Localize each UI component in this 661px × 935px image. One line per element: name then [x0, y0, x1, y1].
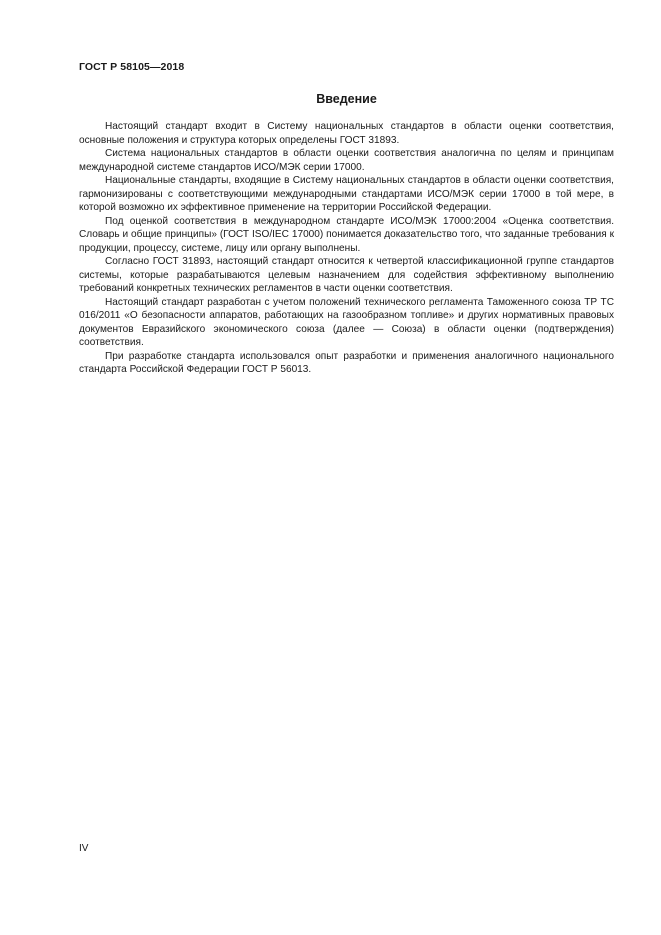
section-title: Введение [316, 92, 377, 106]
paragraph: Настоящий стандарт разработан с учетом положений технического регламента Таможенного союза ТР ТС 016/2011 «О безопасности аппаратов, работающих на газообразном топливе» и других нормативных правовых документов Евразийского экономического союза (далее — Союза) в области оценки (подтверждения) соответствия. [79, 296, 614, 348]
paragraph: Под оценкой соответствия в международном стандарте ИСО/МЭК 17000:2004 «Оценка соответствия. Словарь и общие принципы» (ГОСТ ISO/IEC 17000) понимается доказательство того, что заданные требования к продукции, процессу, системе, лицу или органу выполнены. [79, 215, 614, 254]
document-code: ГОСТ Р 58105—2018 [79, 61, 185, 73]
body-text [79, 120, 614, 377]
paragraph: Настоящий стандарт входит в Систему национальных стандартов в области оценки соответствия, основные положения и структура которых определены ГОСТ 31893. [79, 121, 614, 146]
paragraph: Национальные стандарты, входящие в Систему национальных стандартов в области оценки соответствия, гармонизированы с соответствующими международными стандартами ИСО/МЭК серии 17000 в той мере, в которой возможно их эффективное применение на территории Российской Федерации. [79, 175, 614, 213]
paragraph: Система национальных стандартов в области оценки соответствия аналогична по целям и принципам международной системе стандартов ИСО/МЭК серии 17000. [79, 148, 614, 173]
paragraph: При разработке стандарта использовался опыт разработки и применения аналогичного национального стандарта Российской Федерации ГОСТ Р 56013. [79, 350, 614, 375]
paragraph: Согласно ГОСТ 31893, настоящий стандарт относится к четвертой классификационной группе стандартов системы, которые разрабатываются целевым назначением для содействия эффективному выполнению требований конкретных технических регламентов в части оценки соответствия. [79, 256, 614, 294]
page-number: IV [79, 843, 89, 854]
